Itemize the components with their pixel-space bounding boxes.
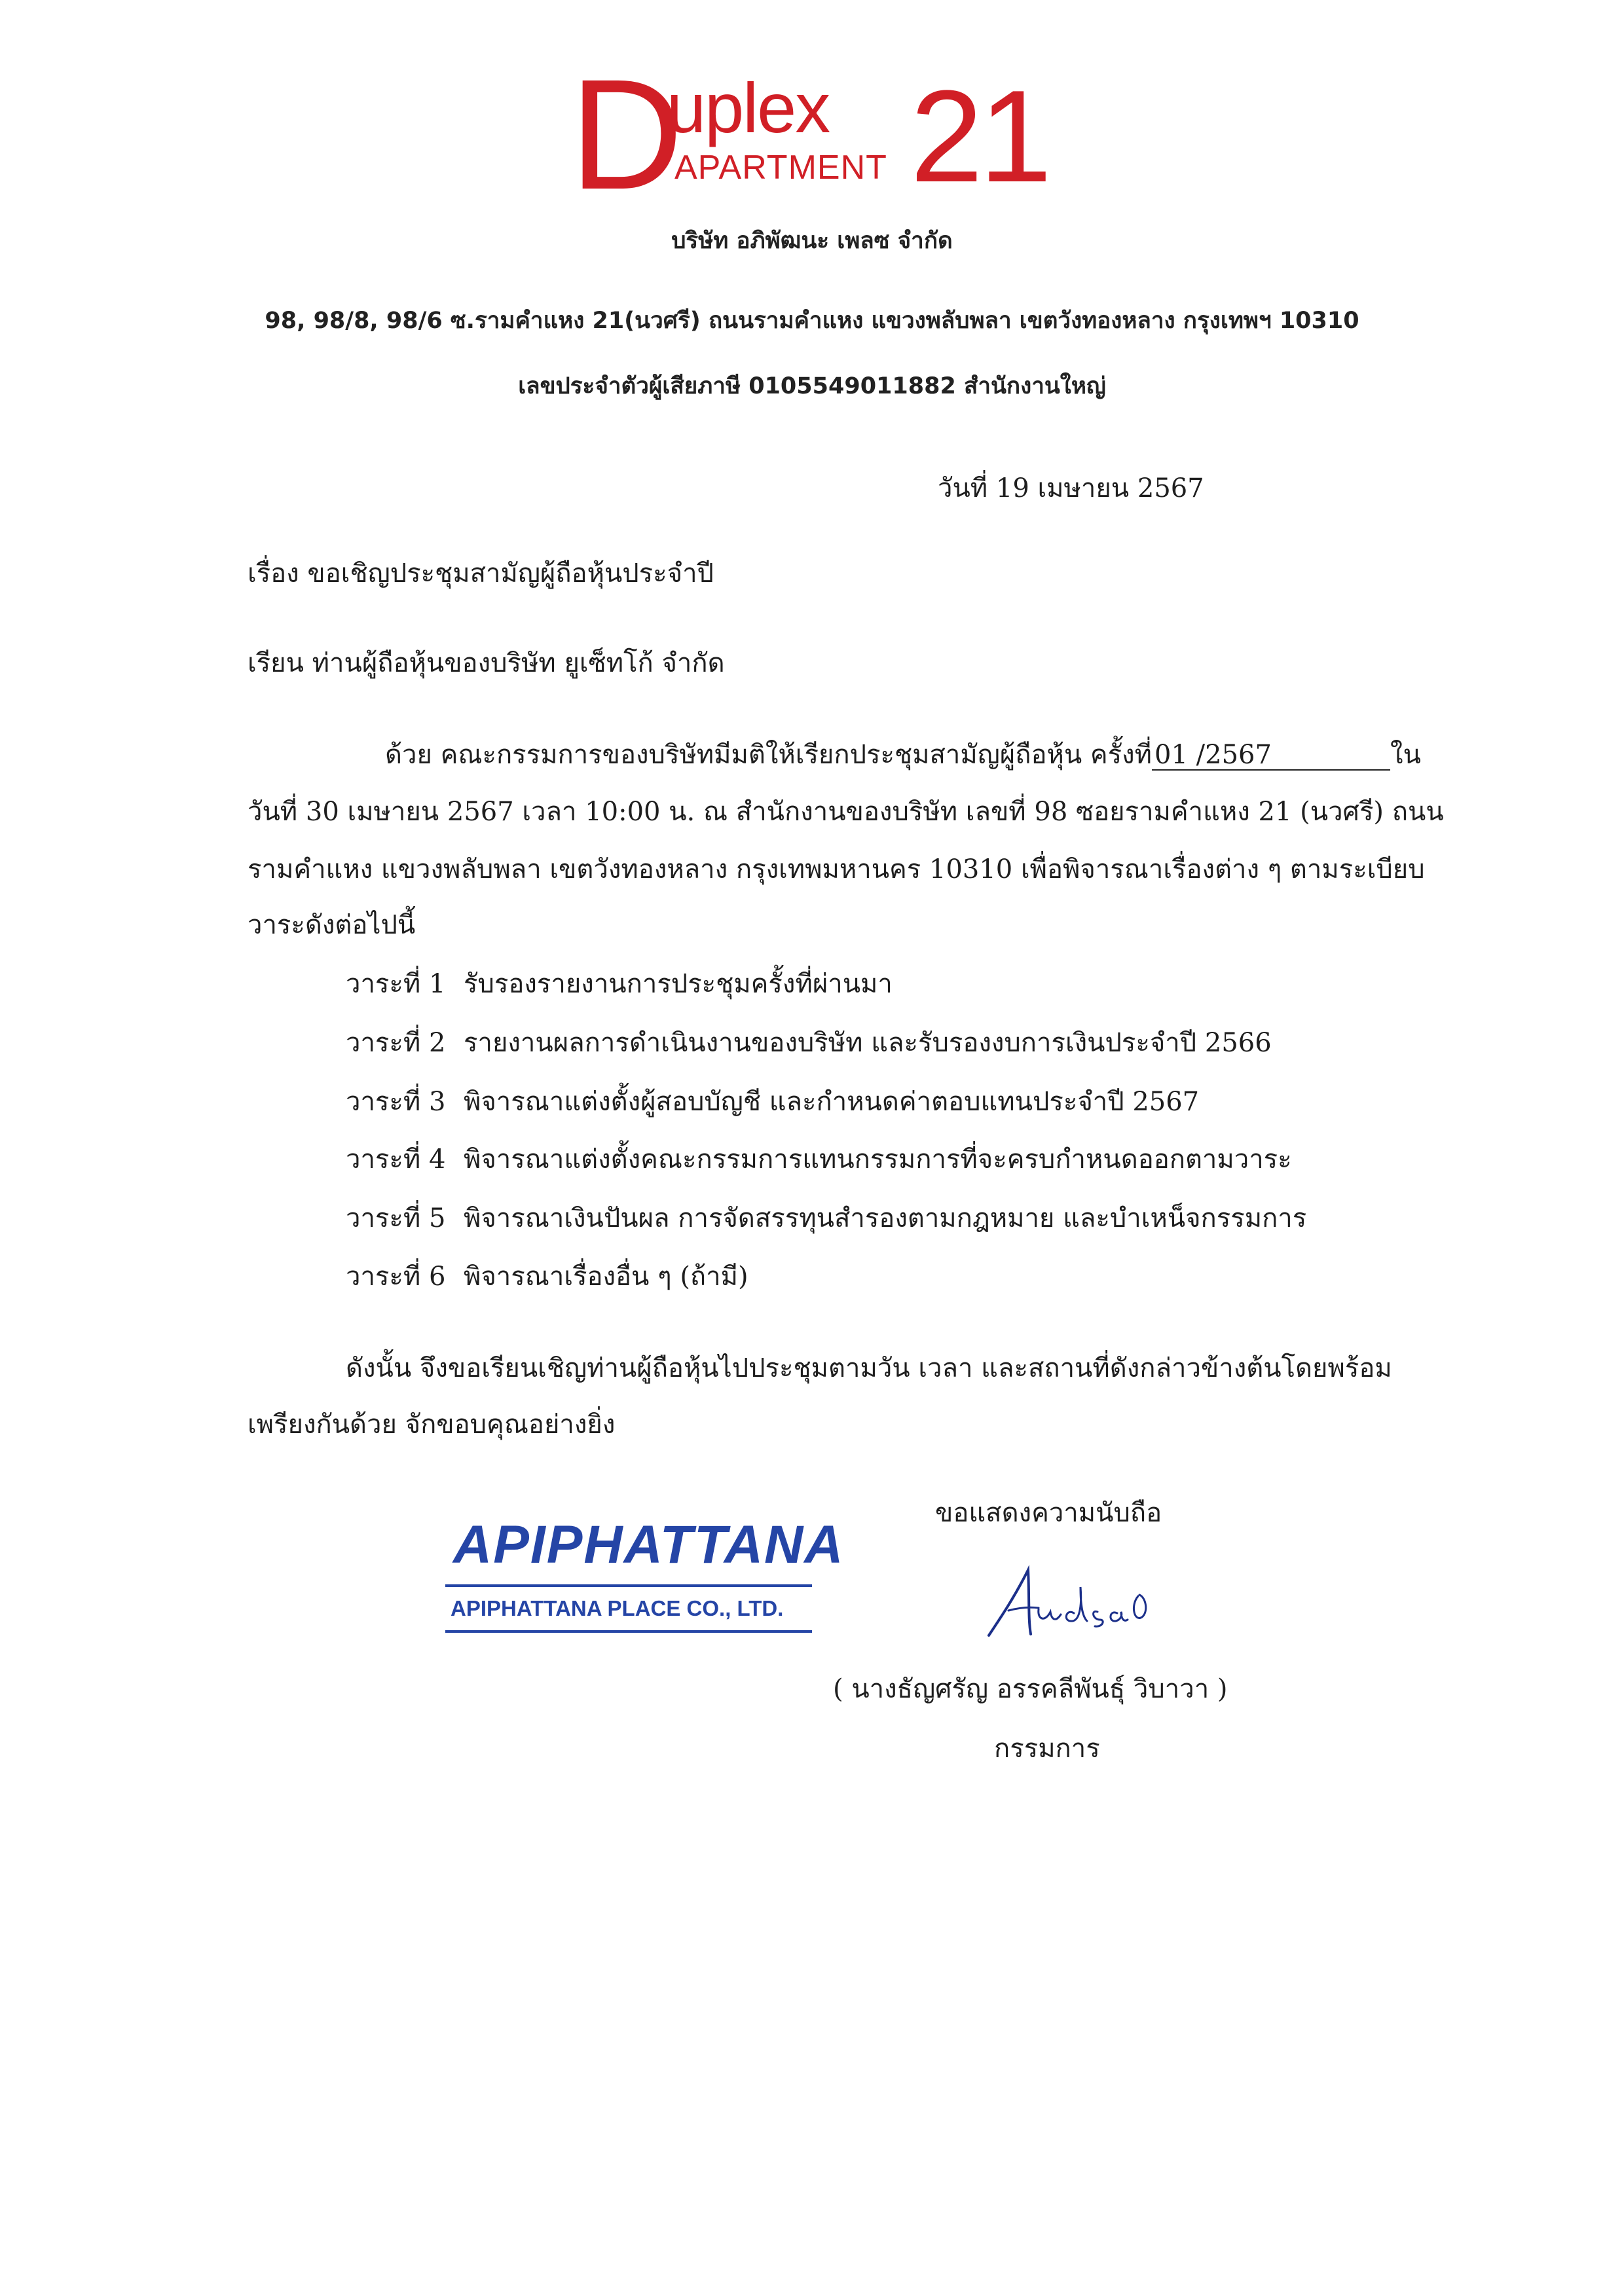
paragraph-line-1-text: ด้วย คณะกรรมการของบริษัทมีมติให้เรียกประชุมสามัญผู้ถือหุ้น ครั้งที่ — [385, 740, 1153, 770]
paragraph-line-3: รามคำแหง แขวงพลับพลา เขตวังทองหลาง กรุงเทพมหานคร 10310 เพื่อพิจารณาเรื่องต่าง ๆ ตามระเบียบ — [248, 854, 1425, 884]
agenda-number: วาระที่ 6 — [346, 1262, 446, 1292]
agenda-text: พิจารณาแต่งตั้งผู้สอบบัญชี และกำหนดค่าตอบแทนประจำปี 2567 — [464, 1087, 1200, 1117]
signer-title: กรรมการ — [994, 1734, 1100, 1764]
agenda-number: วาระที่ 2 — [346, 1028, 446, 1058]
stamp-company-text: APIPHATTANA PLACE CO., LTD. — [451, 1596, 784, 1620]
logo-word-uplex: uplex — [667, 68, 830, 147]
agenda-item — [346, 966, 893, 1002]
agenda-number: วาระที่ 1 — [346, 969, 446, 999]
stamp-rule — [445, 1584, 812, 1587]
duplex-21-logo — [570, 46, 1067, 222]
letter-date: วันที่ 19 เมษายน 2567 — [938, 473, 1204, 503]
agenda-text: พิจารณาเรื่องอื่น ๆ (ถ้ามี) — [464, 1262, 748, 1292]
letter-subject: เรื่อง ขอเชิญประชุมสามัญผู้ถือหุ้นประจำปี — [248, 558, 714, 589]
handwritten-signature — [982, 1557, 1153, 1649]
agenda-item — [346, 1141, 1292, 1178]
agenda-item — [346, 1084, 1199, 1120]
stamp-rule — [445, 1630, 812, 1633]
agenda-number: วาระที่ 4 — [346, 1144, 446, 1175]
logo-word-apartment: APARTMENT — [674, 149, 887, 187]
paragraph-line-1 — [248, 737, 1421, 773]
stamp-main-text: APIPHATTANA — [453, 1515, 845, 1575]
agenda-item — [346, 1200, 1306, 1237]
signer-name: ( นางธัญศรัญ อรรคลีพันธุ์ วิบาวา ) — [833, 1674, 1228, 1704]
agenda-number: วาระที่ 5 — [346, 1203, 446, 1233]
company-name: บริษัท อภิพัฒนะ เพลซ จำกัด — [671, 228, 953, 254]
agenda-item — [346, 1258, 748, 1295]
logo-number-21: 21 — [910, 64, 1048, 210]
closing-line-2: เพรียงกันด้วย จักขอบคุณอย่างยิ่ง — [248, 1410, 616, 1440]
closing-line-1: ดังนั้น จึงขอเรียนเชิญท่านผู้ถือหุ้นไปประชุมตามวัน เวลา และสถานที่ดังกล่าวข้างต้นโดยพร้อม — [346, 1353, 1392, 1383]
meeting-number: 01 /2567 — [1152, 740, 1390, 771]
agenda-text: พิจารณาเงินปันผล การจัดสรรทุนสำรองตามกฎหมาย และบำเหน็จกรรมการ — [464, 1203, 1307, 1233]
agenda-number: วาระที่ 3 — [346, 1087, 446, 1117]
company-address: 98, 98/8, 98/6 ซ.รามคำแหง 21(นวศรี) ถนนรามคำแหง แขวงพลับพลา เขตวังทองหลาง กรุงเทพฯ 10310 — [265, 308, 1359, 334]
tax-id-line: เลขประจำตัวผู้เสียภาษี 0105549011882 สำนักงานใหญ่ — [518, 373, 1106, 399]
paragraph-line-4: วาระดังต่อไปนี้ — [248, 910, 416, 940]
agenda-item — [346, 1025, 1272, 1061]
paragraph-line-1-end: ใน — [1390, 740, 1421, 770]
company-stamp — [445, 1514, 845, 1645]
regards: ขอแสดงความนับถือ — [935, 1498, 1162, 1528]
letter-salutation: เรียน ท่านผู้ถือหุ้นของบริษัท ยูเซ็ทโก้ จำกัด — [248, 648, 725, 678]
paragraph-line-2: วันที่ 30 เมษายน 2567 เวลา 10:00 น. ณ สำนักงานของบริษัท เลขที่ 98 ซอยรามคำแหง 21 (นวศรี) ถนน — [248, 797, 1444, 827]
agenda-text: รับรองรายงานการประชุมครั้งที่ผ่านมา — [464, 969, 893, 999]
logo-letter-d: D — [570, 46, 680, 222]
agenda-text: พิจารณาแต่งตั้งคณะกรรมการแทนกรรมการที่จะครบกำหนดออกตามวาระ — [464, 1144, 1292, 1175]
agenda-text: รายงานผลการดำเนินงานของบริษัท และรับรองงบการเงินประจำปี 2566 — [464, 1028, 1272, 1058]
